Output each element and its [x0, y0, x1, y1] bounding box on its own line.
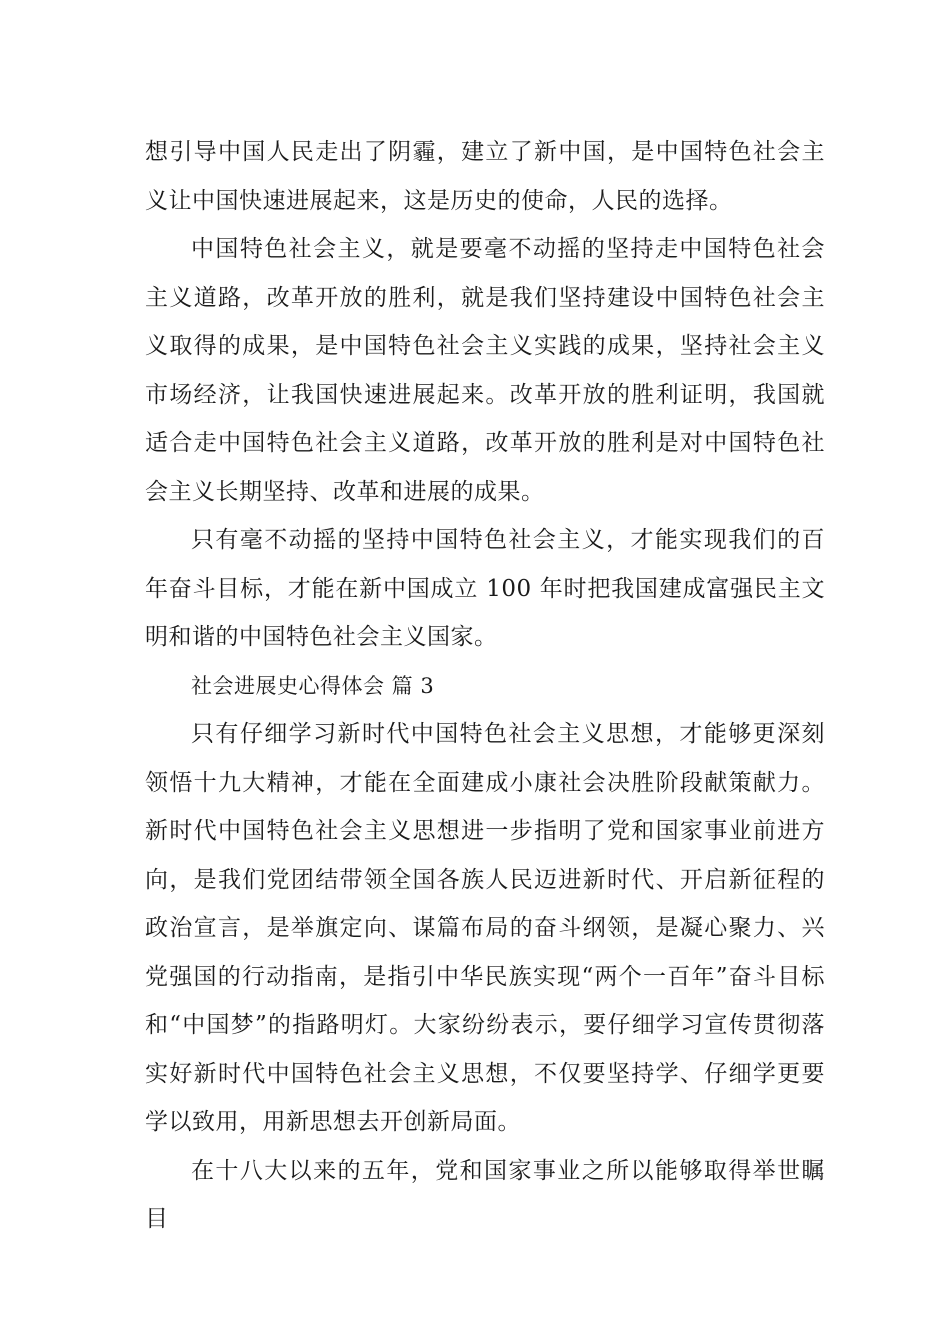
paragraph: 在十八大以来的五年，党和国家事业之所以能够取得举世瞩目 — [145, 1157, 825, 1232]
paragraph: 只有仔细学习新时代中国特色社会主义思想，才能够更深刻领悟十九大精神，才能在全面建成小康社会决胜阶段献策献力。新时代中国特色社会主义思想进一步指明了党和国家事业前进方向，是我们党团结带领全国各族人民迈进新时代、开启新征程的政治宣言，是举旗定向、谋篇布局的奋斗纲领，是凝心聚力、兴党强国的行动指南，是指引中华民族实现“两个一百年”奋斗目标和“中国梦”的指路明灯。大家纷纷表示，要仔细学习宣传贯彻落实好新时代中国特色社会主义思想，不仅要坚持学、仔细学更要学以致用，用新思想去开创新局面。 — [145, 721, 825, 1135]
paragraph: 只有毫不动摇的坚持中国特色社会主义，才能实现我们的百年奋斗目标，才能在新中国成立 100 年时把我国建成富强民主文明和谐的中国特色社会主义国家。 — [145, 527, 825, 650]
section-heading: 社会进展史心得体会 篇 3 — [191, 673, 435, 698]
document-body — [145, 128, 825, 1244]
paragraph: 中国特色社会主义，就是要毫不动摇的坚持走中国特色社会主义道路，改革开放的胜利，就是我们坚持建设中国特色社会主义取得的成果，是中国特色社会主义实践的成果，坚持社会主义市场经济，让我国快速进展起来。改革开放的胜利证明，我国就适合走中国特色社会主义道路，改革开放的胜利是对中国特色社会主义长期坚持、改革和进展的成果。 — [145, 236, 825, 505]
paragraph-continued: 想引导中国人民走出了阴霾，建立了新中国，是中国特色社会主义让中国快速进展起来，这是历史的使命，人民的选择。 — [145, 139, 825, 214]
